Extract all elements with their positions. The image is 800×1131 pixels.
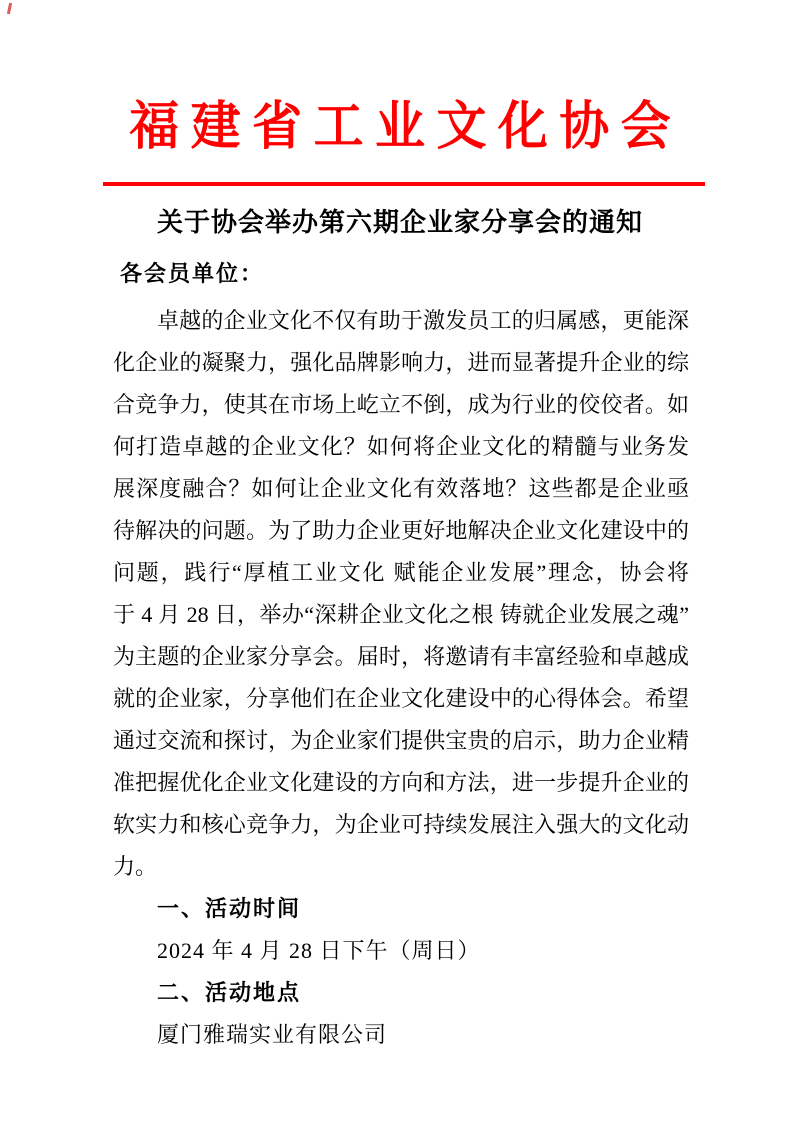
letterhead-rule-divider [103,182,705,186]
paragraph-line: 化企业的凝聚力，强化品牌影响力，进而显著提升企业的综 [113,350,689,375]
paragraph-line: 何打造卓越的企业文化？如何将企业文化的精髓与业务发 [113,434,689,459]
salutation: 各会员单位： [120,261,265,286]
section-1-heading: 一、活动时间 [157,896,302,921]
paragraph-line: 展深度融合？如何让企业文化有效落地？这些都是企业亟 [113,476,689,501]
section-2-heading: 二、活动地点 [157,980,302,1005]
paragraph-line: 合竞争力，使其在市场上屹立不倒，成为行业的佼佼者。如 [113,392,689,417]
paragraph-line: 准把握优化企业文化建设的方向和方法，进一步提升企业的 [113,770,689,795]
corner-mark [7,3,12,14]
letterhead-org-name: 福建省工业文化协会 [129,99,683,156]
letterhead [0,96,800,160]
paragraph-line: 问题，践行“厚植工业文化 赋能企业发展”理念，协会将 [113,560,689,585]
notice-title: 关于协会举办第六期企业家分享会的通知 [156,208,643,237]
paragraph-line: 为主题的企业家分享会。届时，将邀请有丰富经验和卓越成 [113,644,689,669]
paragraph-line: 就的企业家，分享他们在企业文化建设中的心得体会。希望 [113,686,689,711]
body-paragraph [113,300,689,888]
section-2-content: 厦门雅瑞实业有限公司 [157,1022,388,1047]
paragraph-line: 软实力和核心竞争力，为企业可持续发展注入强大的文化动 [113,812,689,837]
paragraph-line: 卓越的企业文化不仅有助于激发员工的归属感，更能深 [157,308,689,333]
paragraph-line: 通过交流和探讨，为企业家们提供宝贵的启示，助力企业精 [113,728,689,753]
paragraph-line: 力。 [113,854,158,879]
paragraph-line: 于 4 月 28 日，举办“深耕企业文化之根 铸就企业发展之魂” [113,602,689,627]
paragraph-line: 待解决的问题。为了助力企业更好地解决企业文化建设中的 [113,518,689,543]
notice-sections [113,888,689,1056]
section-1-content: 2024 年 4 月 28 日下午（周日） [157,938,481,963]
